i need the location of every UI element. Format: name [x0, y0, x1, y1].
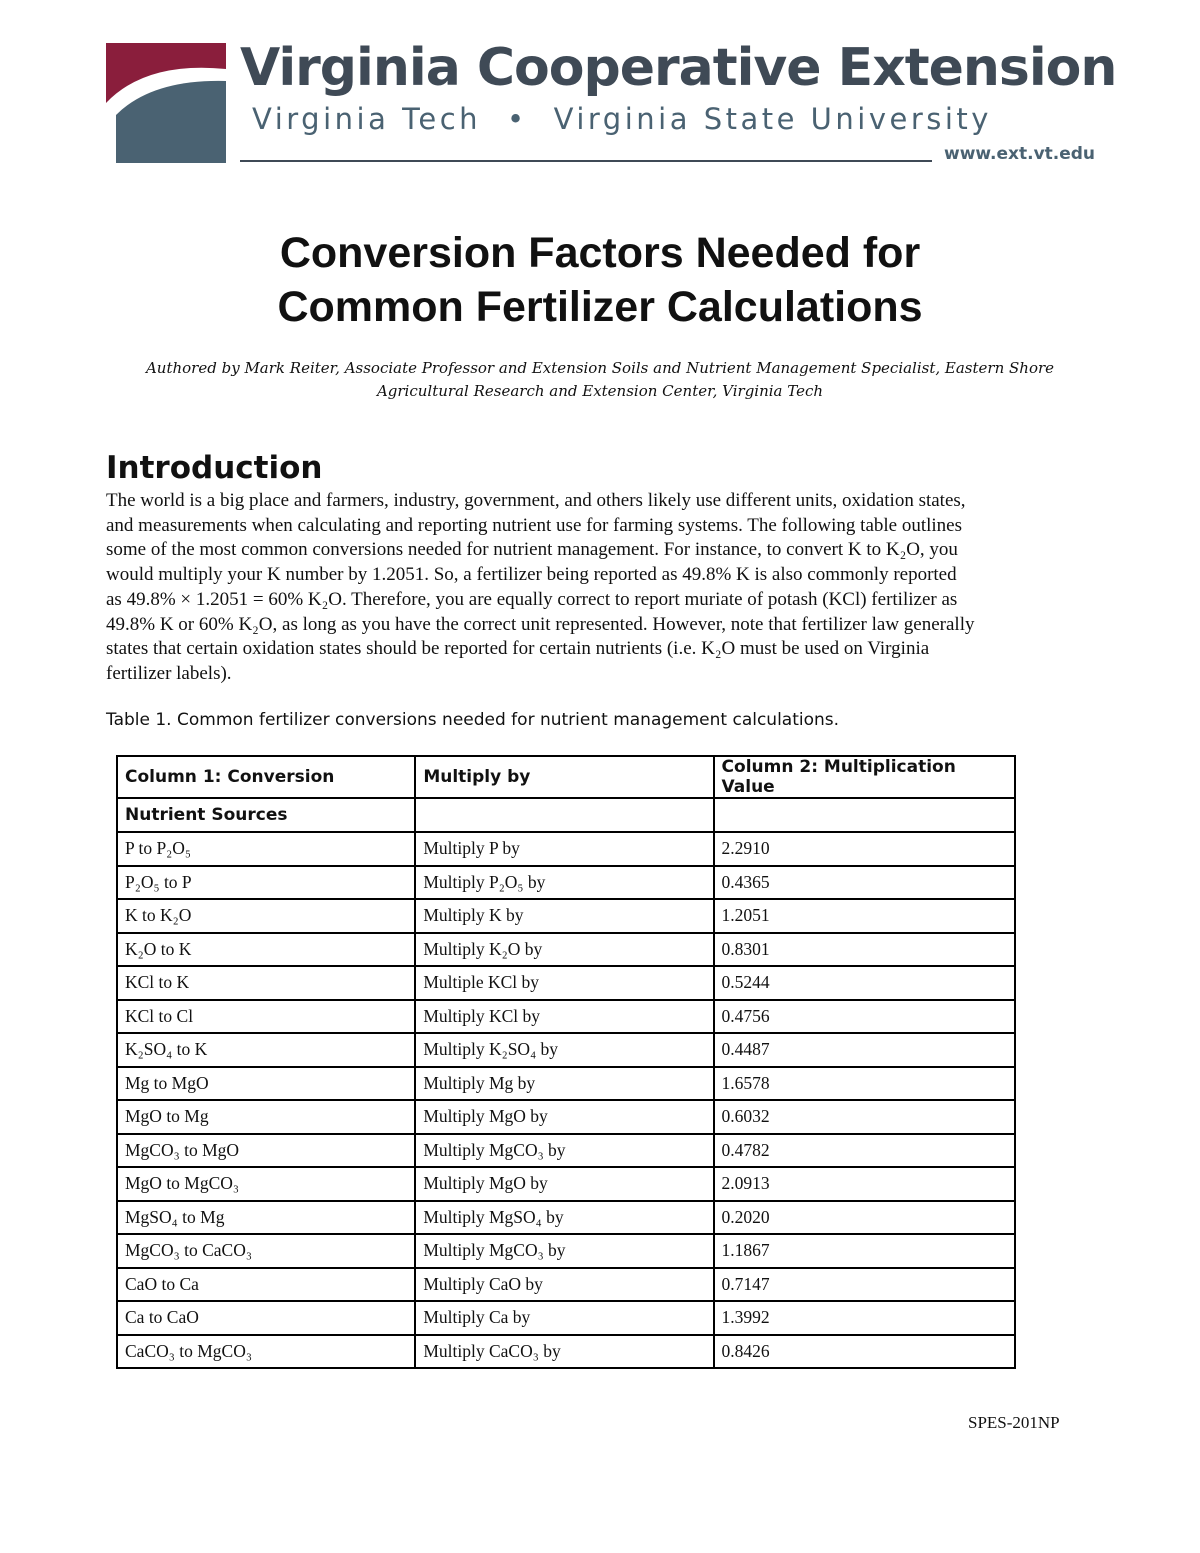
- table-row: [117, 1335, 1015, 1369]
- table-row: [117, 899, 1015, 933]
- cell-conversion: K to K₂O: [117, 899, 415, 933]
- table-row: [117, 933, 1015, 967]
- extension-logo-mark: [106, 43, 226, 163]
- cell-multiplication-value: 0.8301: [714, 933, 1015, 967]
- section-heading-introduction: Introduction: [106, 450, 323, 486]
- document-title-line-1: Conversion Factors Needed for: [279, 229, 921, 277]
- cell-multiplication-value: 2.2910: [714, 832, 1015, 866]
- introduction-line: 49.8% K or 60% K₂O, as long as you have the correct unit represented. However, note that fertilizer law generally: [106, 613, 975, 635]
- table-row: [117, 1033, 1015, 1067]
- header-conversion: Column 1: Conversion: [117, 756, 415, 798]
- introduction-line: some of the most common conversions needed for nutrient management. For instance, to convert K to K₂O, you: [106, 539, 958, 561]
- cell-multiply-by: Multiply MgCO₃ by: [415, 1134, 713, 1168]
- cell-conversion: KCl to K: [117, 966, 415, 1000]
- cell-multiplication-value: 0.4782: [714, 1134, 1015, 1168]
- brand-subtitle: [252, 102, 1112, 146]
- cell-multiplication-value: 0.8426: [714, 1335, 1015, 1369]
- brand-url: www.ext.vt.edu: [944, 144, 1096, 164]
- cell-multiplication-value: 0.7147: [714, 1268, 1015, 1302]
- table-row: [117, 1067, 1015, 1101]
- table-row: [117, 1134, 1015, 1168]
- table-caption: Table 1. Common fertilizer conversions needed for nutrient management calculations.: [106, 710, 840, 730]
- cell-multiply-by: Multiply KCl by: [415, 1000, 713, 1034]
- cell-conversion: Mg to MgO: [117, 1067, 415, 1101]
- cell-multiplication-value: 0.6032: [714, 1100, 1015, 1134]
- cell-multiplication-value: 1.1867: [714, 1234, 1015, 1268]
- table-row: [117, 1100, 1015, 1134]
- cell-multiply-by: Multiply MgCO₃ by: [415, 1234, 713, 1268]
- cell-multiplication-value: 0.5244: [714, 966, 1015, 1000]
- table-row: [117, 1167, 1015, 1201]
- cell-conversion: MgO to Mg: [117, 1100, 415, 1134]
- table-row: [117, 966, 1015, 1000]
- cell-conversion: KCl to Cl: [117, 1000, 415, 1034]
- cell-multiply-by: Multiply MgO by: [415, 1100, 713, 1134]
- cell-multiplication-value: 0.4756: [714, 1000, 1015, 1034]
- cell-conversion: MgCO₃ to CaCO₃: [117, 1234, 415, 1268]
- document-title: [0, 226, 1200, 334]
- cell-conversion: P to P₂O₅: [117, 832, 415, 866]
- cell-conversion: K₂SO₄ to K: [117, 1033, 415, 1067]
- table-row: [117, 1000, 1015, 1034]
- cell-multiply-by: Multiply CaO by: [415, 1268, 713, 1302]
- table-row: [117, 1201, 1015, 1235]
- introduction-line: and measurements when calculating and reporting nutrient use for farming systems. The following table outlines: [106, 514, 963, 536]
- table-section-row: [117, 798, 1015, 832]
- cell-multiplication-value: 0.2020: [714, 1201, 1015, 1235]
- table-row: [117, 1234, 1015, 1268]
- header-multiplication-value: Column 2: Multiplication Value: [714, 756, 1015, 798]
- cell-conversion: MgCO₃ to MgO: [117, 1134, 415, 1168]
- brand-title: Virginia Cooperative Extension: [240, 38, 1117, 98]
- introduction-line: would multiply your K number by 1.2051. So, a fertilizer being reported as 49.8% K is also commonly reported: [106, 564, 957, 586]
- introduction-line: as 49.8% × 1.2051 = 60% K₂O. Therefore, you are equally correct to report muriate of potash (KCl) fertilizer as: [106, 588, 958, 610]
- cell-multiply-by: Multiply CaCO₃ by: [415, 1335, 713, 1369]
- author-credit-line-2: Agricultural Research and Extension Center, Virginia Tech: [376, 382, 824, 400]
- header-multiply-by: Multiply by: [415, 756, 713, 798]
- table-row: [117, 866, 1015, 900]
- table-row: [117, 1301, 1015, 1335]
- cell-multiplication-value: 1.6578: [714, 1067, 1015, 1101]
- cell-multiply-by: Multiply P₂O₅ by: [415, 866, 713, 900]
- brand-sub-virginia-tech: Virginia Tech: [252, 102, 482, 136]
- cell-multiply-by: Multiply MgO by: [415, 1167, 713, 1201]
- document-code: SPES-201NP: [968, 1413, 1060, 1432]
- conversion-table: [116, 755, 1016, 1369]
- author-credit-line-1: Authored by Mark Reiter, Associate Professor and Extension Soils and Nutrient Management Specialist, Eastern Shore: [145, 359, 1055, 377]
- cell-multiplication-value: 2.0913: [714, 1167, 1015, 1201]
- header-rule: [240, 160, 932, 162]
- cell-conversion: Ca to CaO: [117, 1301, 415, 1335]
- cell-conversion: P₂O₅ to P: [117, 866, 415, 900]
- cell-conversion: CaCO₃ to MgCO₃: [117, 1335, 415, 1369]
- table-row: [117, 832, 1015, 866]
- cell-multiply-by: Multiply Mg by: [415, 1067, 713, 1101]
- introduction-line: states that certain oxidation states should be reported for certain nutrients (i.e. K₂O must be used on Virginia: [106, 638, 930, 660]
- document-title-line-2: Common Fertilizer Calculations: [277, 283, 923, 331]
- cell-multiplication-value: 1.2051: [714, 899, 1015, 933]
- cell-multiply-by: Multiply K₂SO₄ by: [415, 1033, 713, 1067]
- table-body: [117, 798, 1015, 1368]
- table-row: [117, 1268, 1015, 1302]
- section-label-nutrient-sources: Nutrient Sources: [117, 798, 415, 832]
- introduction-line: The world is a big place and farmers, industry, government, and others likely use different units, oxidation states,: [106, 490, 966, 511]
- cell-conversion: CaO to Ca: [117, 1268, 415, 1302]
- table-cell-empty: [415, 798, 713, 832]
- cell-multiplication-value: 1.3992: [714, 1301, 1015, 1335]
- cell-multiply-by: Multiply P by: [415, 832, 713, 866]
- table-header-row: [117, 756, 1015, 798]
- cell-multiply-by: Multiply K by: [415, 899, 713, 933]
- cell-multiply-by: Multiply Ca by: [415, 1301, 713, 1335]
- cell-conversion: MgSO₄ to Mg: [117, 1201, 415, 1235]
- brand-sub-separator: •: [507, 102, 528, 136]
- cell-multiply-by: Multiply MgSO₄ by: [415, 1201, 713, 1235]
- cell-multiply-by: Multiple KCl by: [415, 966, 713, 1000]
- cell-conversion: K₂O to K: [117, 933, 415, 967]
- cell-conversion: MgO to MgCO₃: [117, 1167, 415, 1201]
- introduction-paragraph: [106, 489, 1096, 687]
- cell-multiply-by: Multiply K₂O by: [415, 933, 713, 967]
- table-cell-empty: [714, 798, 1015, 832]
- author-credit: [110, 357, 1090, 403]
- brand-sub-vsu: Virginia State University: [553, 102, 992, 136]
- cell-multiplication-value: 0.4365: [714, 866, 1015, 900]
- cell-multiplication-value: 0.4487: [714, 1033, 1015, 1067]
- introduction-line: fertilizer labels).: [106, 662, 232, 684]
